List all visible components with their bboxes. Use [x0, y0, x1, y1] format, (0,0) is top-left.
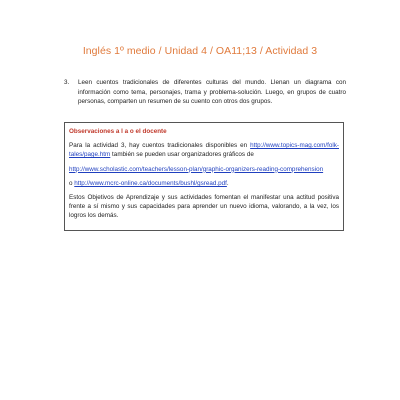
observations-p1-text-a: Para la actividad 3, hay cuentos tradicionales disponibles en — [69, 142, 251, 150]
observations-p1-text-b: también se pueden usar organizadores gráficos de — [110, 151, 254, 159]
activity-number: 3. — [64, 79, 70, 86]
observations-paragraph-1 — [69, 141, 339, 159]
observations-paragraph-4: Estos Objetivos de Aprendizaje y sus actividades fomentan el manifestar una actitud positiva frente a sí mismo y sus capacidades para aprender un nuevo idioma, valorando, a la vez, los logros los demás. — [69, 194, 339, 220]
mcrc-link[interactable]: http://www.mcrc-online.ca/documents/bushl/gsread.pdf — [74, 179, 227, 187]
observations-paragraph-2 — [69, 165, 339, 174]
observations-p3-suffix: . — [226, 179, 229, 187]
topics-mag-link[interactable]: http://www.topics-mag.com/folk-tales/page.htm — [69, 142, 339, 159]
observations-title: Observaciones a l a o el docente — [69, 128, 167, 135]
activity-item — [64, 78, 346, 107]
observations-p3-prefix: o — [69, 179, 75, 187]
observations-paragraph-3 — [69, 179, 339, 188]
teacher-observations-box — [64, 122, 344, 231]
activity-text: Leen cuentos tradicionales de diferentes culturas del mundo. Llenan un diagrama con información como tema, personajes, trama y problema-solución. Luego, en grupos de cuatro personas, comparten un resumen de su cuento con otros dos grupos. — [78, 79, 346, 106]
page-header-title: Inglés 1º medio / Unidad 4 / OA11;13 / Actividad 3 — [82, 45, 318, 57]
scholastic-link[interactable]: http://www.scholastic.com/teachers/lesson-plan/graphic-organizers-reading-comprehension — [69, 165, 324, 173]
